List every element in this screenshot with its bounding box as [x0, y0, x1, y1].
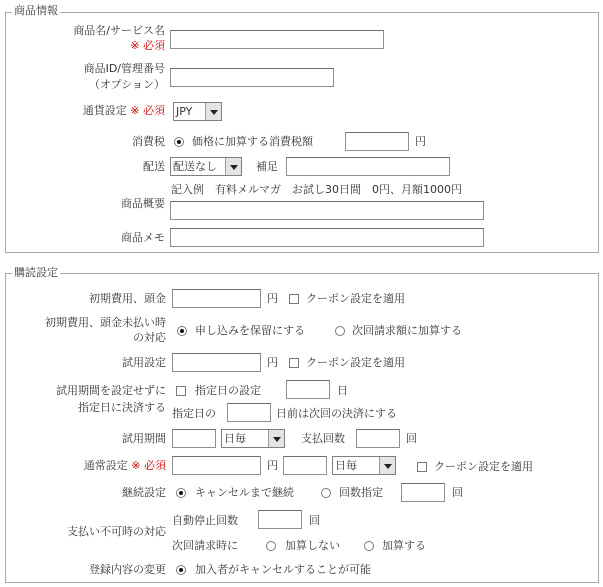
trial-yen-unit: 円	[267, 356, 278, 369]
trial-fee-input[interactable]	[172, 353, 261, 372]
regular-required: ※ 必須	[131, 459, 166, 472]
trial-coupon-label: クーポン設定を適用	[306, 356, 405, 369]
not-add-label: 加算しない	[285, 539, 340, 552]
next-bill-label: 次回請求時に	[172, 539, 238, 552]
days-before-input[interactable]	[227, 403, 271, 422]
unpaid-add-next-label: 次回請求額に加算する	[352, 324, 462, 337]
supplement-label: 補足	[256, 160, 278, 173]
trial-pay-count-unit: 回	[406, 432, 417, 445]
supplement-input[interactable]	[286, 157, 450, 176]
shipping-select[interactable]	[170, 157, 242, 176]
payment-failure-label: 支払い不可時の対応	[67, 525, 166, 538]
initial-fee-label: 初期費用、頭金	[89, 292, 166, 305]
not-add-radio[interactable]	[266, 541, 276, 551]
trial-period-input[interactable]	[172, 429, 216, 448]
initial-fee-coupon-checkbox[interactable]	[289, 294, 299, 304]
regular-yen-unit: 円	[267, 459, 278, 472]
product-name-label: 商品名/サービス名	[73, 24, 165, 37]
subscription-legend: 購読設定	[14, 266, 58, 279]
shipping-selected-value: 配送なし	[173, 160, 217, 173]
product-name-required: ※ 必須	[130, 39, 165, 52]
continue-count-input[interactable]	[401, 483, 445, 502]
regular-period-unit-select[interactable]	[332, 456, 396, 475]
auto-stop-unit: 回	[309, 514, 320, 527]
trial-period-unit-select[interactable]	[221, 429, 285, 448]
regular-coupon-label: クーポン設定を適用	[434, 460, 533, 473]
specify-day-input[interactable]	[286, 380, 330, 399]
continue-count-unit: 回	[452, 486, 463, 499]
trial-period-label: 試用期間	[122, 432, 166, 445]
chevron-down-icon	[268, 430, 284, 447]
specify-date-label: 試用期間を設定せずに	[56, 384, 166, 397]
continue-count-radio[interactable]	[321, 488, 331, 498]
regular-label: 通常設定 ※ 必須	[83, 459, 166, 472]
trial-label: 試用設定	[122, 356, 166, 369]
regular-fee-input[interactable]	[172, 456, 261, 475]
unpaid-add-next-radio[interactable]	[335, 326, 345, 336]
memo-label: 商品メモ	[121, 231, 165, 244]
auto-stop-label: 自動停止回数	[172, 514, 238, 527]
initial-fee-coupon-label: クーポン設定を適用	[306, 292, 405, 305]
subscriber-cancel-radio[interactable]	[176, 565, 186, 575]
initial-fee-input[interactable]	[172, 289, 261, 308]
product-id-optional-label: （オプション）	[88, 78, 165, 91]
trial-period-unit-value: 日毎	[224, 432, 246, 445]
continue-label: 継続設定	[122, 486, 166, 499]
specify-date-setting-label: 指定日の設定	[195, 384, 261, 397]
product-name-input[interactable]	[170, 30, 384, 49]
summary-input[interactable]	[170, 201, 484, 220]
auto-stop-input[interactable]	[258, 510, 302, 529]
tax-amount-input[interactable]	[345, 132, 409, 151]
unpaid-hold-radio[interactable]	[177, 326, 187, 336]
summary-example-text: 記入例 有料メルマガ お試し30日間 0円、月額1000円	[171, 183, 462, 196]
currency-selected-value: JPY	[176, 105, 193, 118]
initial-fee-yen-unit: 円	[267, 292, 278, 305]
chevron-down-icon	[205, 103, 221, 120]
currency-label: 通貨設定 ※ 必須	[82, 104, 165, 117]
specify-date-checkbox[interactable]	[176, 386, 186, 396]
continue-until-cancel-radio[interactable]	[176, 488, 186, 498]
specify-day-unit: 日	[337, 384, 348, 397]
trial-pay-count-label: 支払回数	[301, 432, 345, 445]
regular-coupon-checkbox[interactable]	[417, 462, 427, 472]
regular-period-unit-value: 日毎	[335, 459, 357, 472]
shipping-label: 配送	[143, 160, 165, 173]
product-info-legend: 商品情報	[14, 4, 58, 17]
currency-required: ※ 必須	[130, 104, 165, 117]
add-label: 加算する	[382, 539, 426, 552]
trial-coupon-checkbox[interactable]	[289, 358, 299, 368]
continue-count-label: 回数指定	[339, 486, 383, 499]
subscriber-cancel-label: 加入者がキャンセルすることが可能	[195, 563, 371, 576]
tax-yen-unit: 円	[415, 135, 426, 148]
specify-date-label-line2: 指定日に決済する	[78, 401, 166, 414]
tax-label: 消費税	[132, 135, 165, 148]
trial-pay-count-input[interactable]	[356, 429, 400, 448]
currency-select[interactable]	[173, 102, 222, 121]
add-radio[interactable]	[364, 541, 374, 551]
tax-add-option-label: 価格に加算する消費税額	[192, 135, 313, 148]
registration-change-label: 登録内容の変更	[89, 563, 166, 576]
specify-after-label: 日前は次回の決済にする	[276, 407, 397, 420]
product-id-input[interactable]	[170, 68, 334, 87]
unpaid-label-line2: の対応	[133, 331, 166, 344]
specify-before-label: 指定日の	[172, 407, 216, 420]
unpaid-label: 初期費用、頭金未払い時	[45, 316, 166, 329]
regular-period-input[interactable]	[283, 456, 327, 475]
chevron-down-icon	[379, 457, 395, 474]
memo-input[interactable]	[170, 228, 484, 247]
product-id-label: 商品ID/管理番号	[83, 62, 165, 75]
continue-until-cancel-label: キャンセルまで継続	[195, 486, 294, 499]
chevron-down-icon	[225, 158, 241, 175]
tax-add-radio[interactable]	[174, 137, 184, 147]
summary-label: 商品概要	[121, 197, 165, 210]
unpaid-hold-label: 申し込みを保留にする	[195, 324, 305, 337]
